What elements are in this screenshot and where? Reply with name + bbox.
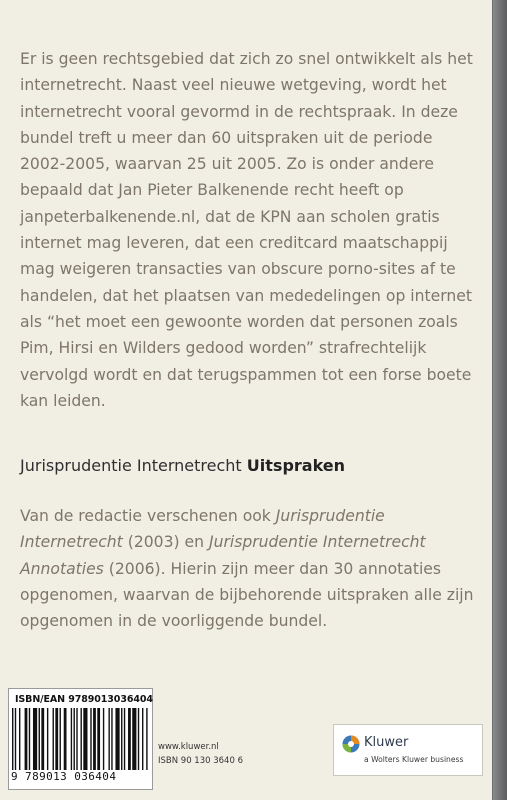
barcode-box — [8, 688, 153, 790]
barcode-icon — [12, 708, 149, 770]
series-title — [20, 456, 345, 475]
editorial-rest: (2006). Hierin zijn meer dan 30 annotaties opgenomen, waarvan de bijbehorende uitspraken alle zijn opgenomen in de voorliggende bundel. — [20, 559, 474, 631]
editorial-text — [20, 503, 482, 634]
barcode-digits: 9 789013 036404 — [11, 770, 117, 783]
publisher-website: www.kluwer.nl — [158, 742, 219, 752]
isbn-ean-label: ISBN/EAN 9789013036404 — [15, 694, 153, 705]
brand-name: Kluwer — [364, 735, 409, 750]
editorial-book-1: Jurisprudentie Internetrecht — [20, 507, 385, 552]
page-edge — [493, 0, 507, 800]
kluwer-logo-box — [333, 724, 483, 776]
series-name: Jurisprudentie Internetrecht — [20, 456, 242, 475]
publisher-info — [158, 740, 243, 768]
brand-tagline: a Wolters Kluwer business — [364, 755, 464, 764]
globe-icon — [342, 735, 360, 753]
editorial-year-1: (2003) en — [122, 533, 209, 552]
publisher-isbn: ISBN 90 130 3640 6 — [158, 756, 243, 766]
series-subtitle: Uitspraken — [246, 456, 346, 475]
editorial-intro: Van de redactie verschenen ook — [20, 507, 276, 525]
editorial-book-2: Jurisprudentie Internetrecht Annotaties — [20, 533, 426, 578]
blurb-text: Er is geen rechtsgebied dat zich zo snel ontwikkelt als het internetrecht. Naast veel nieuwe wetgeving, wordt het internetrecht vooral gevormd in de rechtspraak. In deze bundel treft u meer dan 60 uitspraken uit de periode 2002-2005, waarvan 25 uit 2005. Zo is onder andere bepaald dat Jan Pieter Balkenende recht heeft op janpeterbalkenende.nl, dat de KPN aan scholen gratis internet mag leveren, dat een creditcard maatschappij mag weigeren transacties van obscure porno-sites af te handelen, dat het plaatsen van mededelingen op internet als “het moet een gewoonte worden dat personen zoals Pim, Hirsi en Wilders gedood worden” strafrechtelijk vervolgd wordt en dat terugspammen tot een forse boete kan leiden. — [20, 50, 473, 410]
